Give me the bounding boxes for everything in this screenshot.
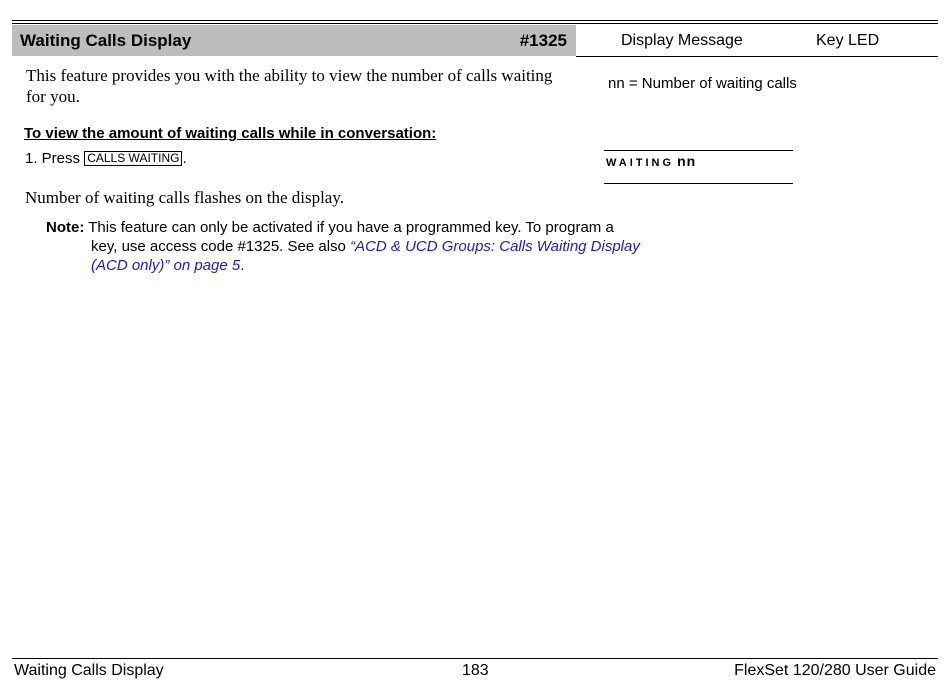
display-message-text: WAITING bbox=[606, 157, 675, 169]
column-heading-key-led: Key LED bbox=[816, 32, 880, 49]
display-legend: nn = Number of waiting calls bbox=[608, 75, 797, 92]
note-text-part2: . bbox=[240, 257, 245, 274]
access-code: #1325 bbox=[519, 31, 567, 50]
note-text-part1: This feature can only be activated if you have a programmed key. To program a key, use access code #1325. See also bbox=[88, 219, 614, 255]
step-prefix: 1. Press bbox=[25, 150, 81, 167]
footer-rule bbox=[12, 658, 938, 659]
display-message-value: nn bbox=[677, 153, 697, 169]
step-result: Number of waiting calls flashes on the display. bbox=[25, 188, 344, 207]
top-rule-secondary bbox=[12, 23, 938, 24]
page-number: 183 bbox=[462, 662, 489, 679]
column-heading-display-message: Display Message bbox=[621, 32, 743, 49]
section-title: Waiting Calls Display bbox=[20, 31, 192, 50]
calls-waiting-key[interactable]: CALLS WAITING bbox=[84, 151, 182, 166]
note-text bbox=[88, 219, 640, 274]
top-rule bbox=[12, 20, 938, 21]
column-heading-rule bbox=[576, 56, 938, 57]
note-arrow-icon bbox=[24, 218, 46, 237]
step-suffix: . bbox=[182, 150, 187, 167]
procedure-step-1 bbox=[25, 150, 187, 167]
guide-title: FlexSet 120/280 User Guide bbox=[734, 662, 936, 679]
footer-section-title: Waiting Calls Display bbox=[14, 662, 164, 679]
note-label: Note: bbox=[46, 219, 85, 236]
display-message bbox=[606, 153, 696, 169]
phone-display bbox=[604, 150, 793, 184]
procedure-heading: To view the amount of waiting calls while in conversation: bbox=[24, 125, 437, 142]
cross-reference-link[interactable]: “ACD & UCD Groups: Calls Waiting Display (ACD only)” on page 5 bbox=[91, 238, 640, 274]
note-block bbox=[24, 218, 641, 275]
section-header-bar bbox=[12, 25, 576, 56]
feature-description: This feature provides you with the ability to view the number of calls waiting for you. bbox=[26, 66, 553, 106]
